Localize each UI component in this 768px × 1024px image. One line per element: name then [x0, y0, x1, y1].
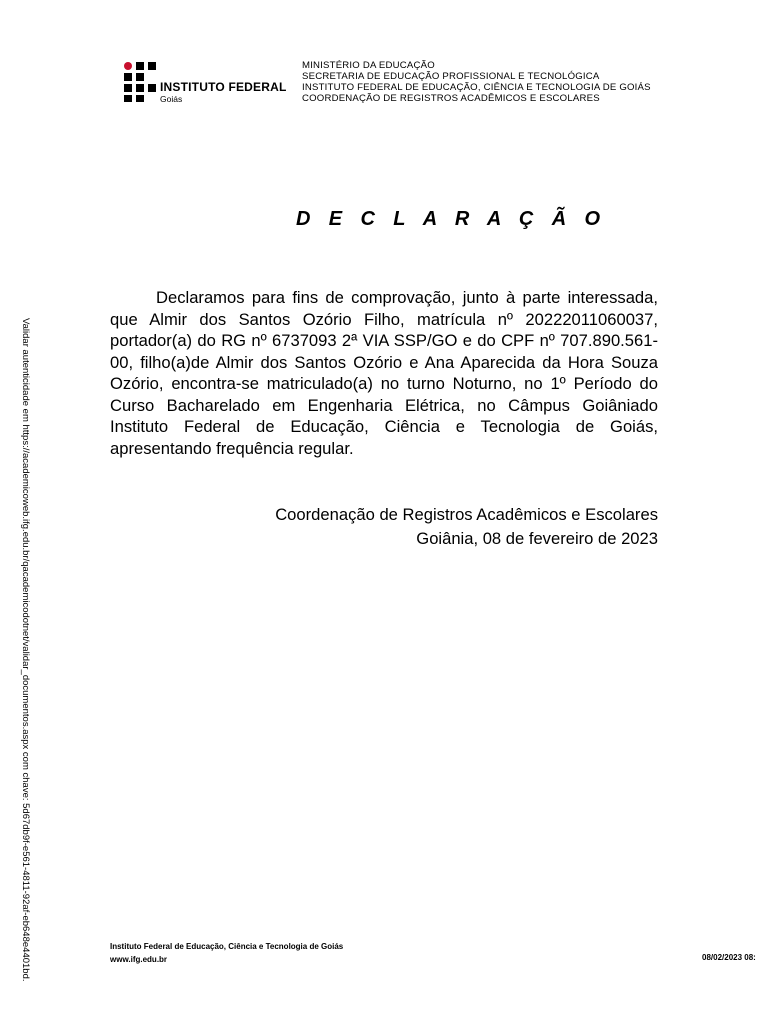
footer-institution: Instituto Federal de Educação, Ciência e Tecnologia de Goiás — [110, 942, 344, 951]
document-header — [302, 60, 651, 104]
header-line: COORDENAÇÃO DE REGISTROS ACADÊMICOS E ESCOLARES — [302, 93, 600, 104]
declaration-body: Declaramos para fins de comprovação, junto à parte interessada, que Almir dos Santos Ozório Filho, matrícula nº 20222011060037, portador(a) do RG nº 6737093 2ª VIA SSP/GO e do CPF nº 707.890.561-00, filho(a)de Almir dos Santos Ozório e Ana Aparecida da Hora Souza Ozório, encontra-se matriculado(a) no turno Noturno, no 1º Período do Curso Bacharelado em Engenharia Elétrica, no Câmpus Goiâniado Instituto Federal de Educação, Ciência e Tecnologia de Goiás, apresentando frequência regular. — [110, 288, 658, 458]
header-line: SECRETARIA DE EDUCAÇÃO PROFISSIONAL E TECNOLÓGICA — [302, 71, 600, 82]
signature-block — [275, 503, 658, 551]
document-title: D E C L A R A Ç Ã O — [296, 208, 607, 230]
logo-grid-icon — [124, 62, 156, 102]
logo-campus: Goiás — [160, 94, 183, 104]
institution-logo — [124, 62, 294, 106]
logo-name: INSTITUTO FEDERAL — [160, 80, 287, 94]
signature-place-date: Goiânia, 08 de fevereiro de 2023 — [416, 529, 658, 548]
header-line: MINISTÉRIO DA EDUCAÇÃO — [302, 60, 435, 71]
header-line: INSTITUTO FEDERAL DE EDUCAÇÃO, CIÊNCIA E TECNOLOGIA DE GOIÁS — [302, 82, 651, 93]
footer-timestamp: 08/02/2023 08: — [702, 953, 756, 962]
footer-website: www.ifg.edu.br — [110, 955, 168, 964]
authenticity-note: Validar autenticidade em https://academicoweb.ifg.edu.br/qacademicodotnet/validar_documentos.aspx com chave: 5d67db9f-e561-4811-92af-eb648e4401bd. — [20, 318, 31, 982]
signature-office: Coordenação de Registros Acadêmicos e Escolares — [275, 505, 658, 524]
page-footer — [110, 940, 343, 966]
